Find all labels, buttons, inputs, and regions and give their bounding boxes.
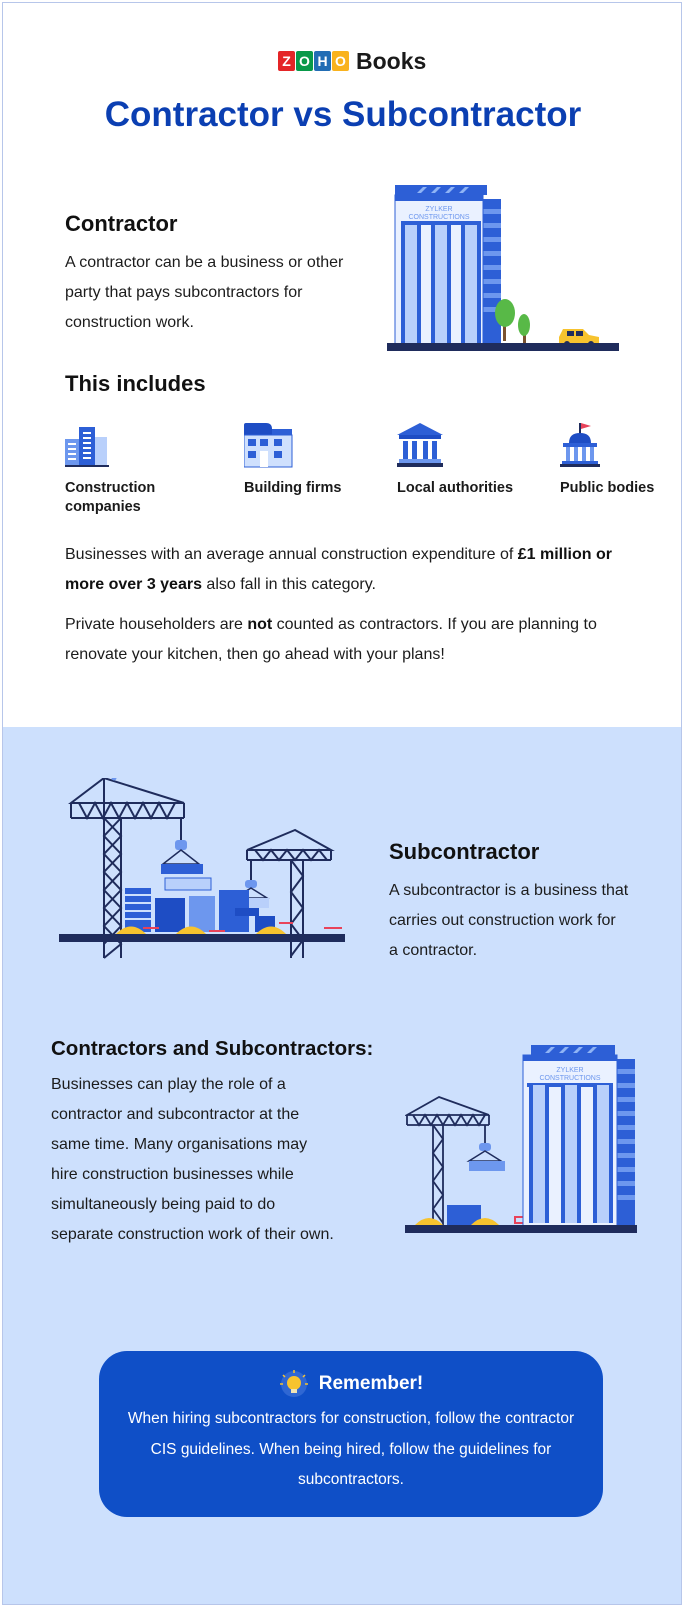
both-roles-heading: Contractors and Subcontractors: [51, 1037, 374, 1060]
category-construction-companies [65, 423, 185, 516]
both-roles-description: Businesses can play the role of a contractor and subcontractor at the same time. Many organisations may hire construction businesses while simultaneously being paid to do separate construction work of their own. [51, 1076, 334, 1243]
expenditure-note [65, 540, 625, 600]
category-building-firms [244, 423, 364, 498]
subcontractor-description: A subcontractor is a business that carries out construction work for a contractor. [389, 882, 629, 959]
zoho-logo-tiles [278, 51, 349, 71]
remember-header [99, 1368, 603, 1400]
svg-text:ZYLKER: ZYLKER [556, 1067, 584, 1074]
office-buildings-icon [65, 423, 185, 471]
note-text: counted as contractors. If you are planning to renovate your kitchen, then go ahead with your plans! [65, 616, 597, 663]
cranes-illustration [59, 778, 351, 968]
subcontractor-heading: Subcontractor [389, 839, 540, 864]
building-sign: ZYLKER [425, 206, 453, 213]
household-note [65, 610, 625, 670]
category-label: Construction companies [65, 480, 156, 515]
zoho-books-logo [278, 47, 426, 75]
lightbulb-icon [279, 1369, 309, 1399]
category-label: Building firms [244, 480, 342, 496]
category-local-authorities [397, 423, 517, 498]
flag-dome-building-icon [560, 423, 680, 471]
remember-text: When hiring subcontractors for construction, follow the contractor CIS guidelines. When being hired, follow the guidelines for subcontractors. [127, 1410, 575, 1488]
logo-tile: Z [278, 51, 295, 71]
contractor-description: A contractor can be a business or other party that pays subcontractors for construction work. [65, 254, 344, 331]
note-text: Private householders are [65, 616, 248, 633]
building-firm-icon [244, 423, 364, 471]
logo-product-name: Books [356, 47, 427, 74]
note-emphasis: not [247, 616, 273, 633]
contractor-heading: Contractor [65, 211, 178, 236]
page-title: Contractor vs Subcontractor [104, 95, 582, 134]
remember-callout [99, 1351, 603, 1517]
note-text: also fall in this category. [201, 576, 376, 593]
category-public-bodies [560, 423, 680, 498]
logo-tile: O [332, 51, 349, 71]
category-label: Local authorities [397, 480, 514, 496]
remember-title: Remember! [318, 1373, 424, 1394]
note-emphasis: £1 million or more over 3 years [65, 546, 612, 593]
building-sign: CONSTRUCTIONS [408, 214, 470, 221]
logo-tile: O [296, 51, 313, 71]
note-text: Businesses with an average annual construction expenditure of [65, 546, 518, 563]
includes-heading: This includes [65, 371, 206, 396]
office-building-illustration [387, 185, 627, 365]
government-building-icon [397, 423, 517, 471]
infographic [2, 2, 682, 1605]
logo-tile: H [314, 51, 331, 71]
category-label: Public bodies [560, 480, 655, 496]
crane-building-illustration [405, 1045, 641, 1241]
svg-text:CONSTRUCTIONS: CONSTRUCTIONS [539, 1075, 601, 1082]
